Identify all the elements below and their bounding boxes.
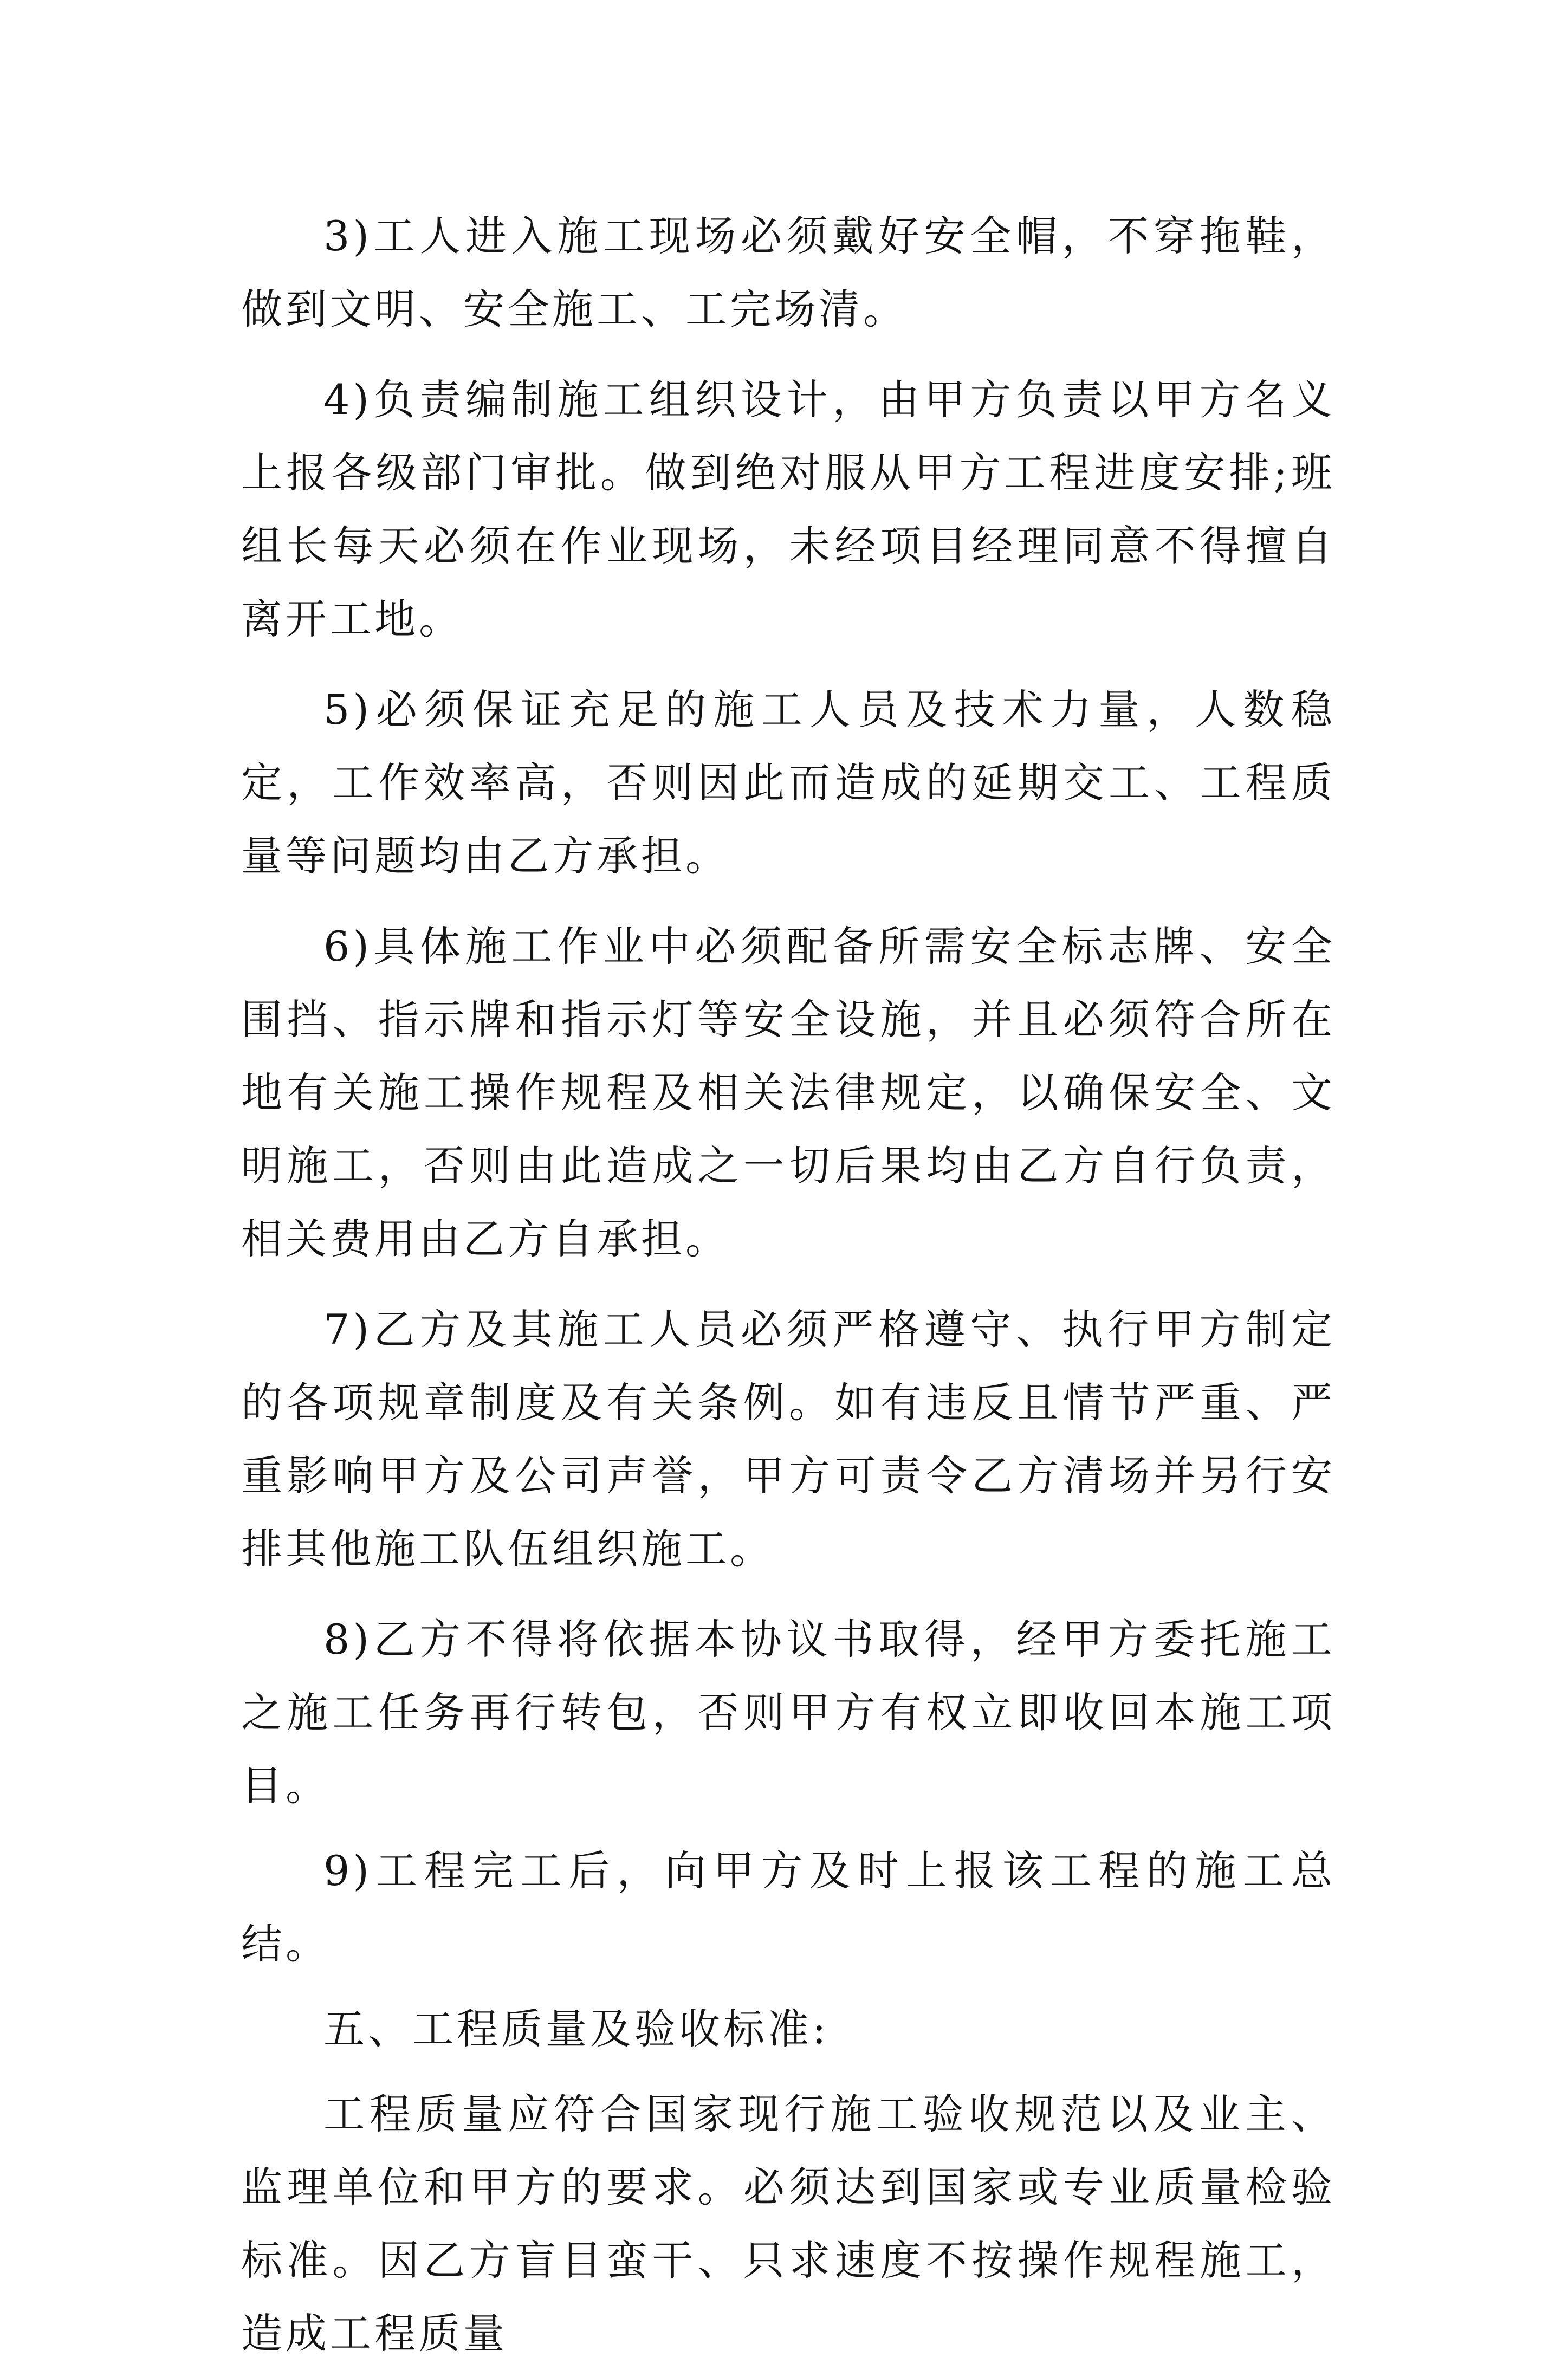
paragraph-quality-standard: 工程质量应符合国家现行施工验收规范以及业主、监理单位和甲方的要求。必须达到国家或专业质量检验标准。因乙方盲目蛮干、只求速度不按操作规程施工，造成工程质量 xyxy=(241,2090,1336,2358)
paragraph-item-5: 5)必须保证充足的施工人员及技术力量，人数稳定，工作效率高，否则因此而造成的延期交工、工程质量等问题均由乙方承担。 xyxy=(241,685,1336,880)
section-heading-quality: 五、工程质量及验收标准: xyxy=(323,2005,830,2053)
paragraph-item-7: 7)乙方及其施工人员必须严格遵守、执行甲方制定的各项规章制度及有关条例。如有违反且情节严重、严重影响甲方及公司声誉，甲方可责令乙方清场并另行安排其他施工队伍组织施工。 xyxy=(241,1305,1336,1573)
paragraph-item-9: 9)工程完工后，向甲方及时上报该工程的施工总结。 xyxy=(241,1847,1336,1968)
paragraph-item-6: 6)具体施工作业中必须配备所需安全标志牌、安全围挡、指示牌和指示灯等安全设施，并且必须符合所在地有关施工操作规程及相关法律规定，以确保安全、文明施工，否则由此造成之一切后果均由乙方自行负责，相关费用由乙方自承担。 xyxy=(241,922,1336,1263)
paragraph-item-8: 8)乙方不得将依据本协议书取得，经甲方委托施工之施工任务再行转包，否则甲方有权立即收回本施工项目。 xyxy=(241,1615,1336,1810)
paragraph-item-4: 4)负责编制施工组织设计，由甲方负责以甲方名义上报各级部门审批。做到绝对服从甲方工程进度安排;班组长每天必须在作业现场，未经项目经理同意不得擅自离开工地。 xyxy=(241,375,1336,643)
document-body xyxy=(241,199,1336,2370)
paragraph-item-3: 3)工人进入施工现场必须戴好安全帽，不穿拖鞋，做到文明、安全施工、工完场清。 xyxy=(241,212,1336,333)
